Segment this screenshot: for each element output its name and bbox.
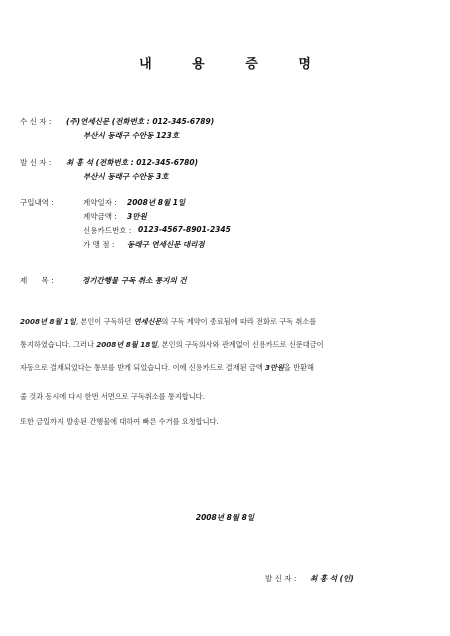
recipient-label: 수 신 자 : [20, 117, 52, 126]
footer-sender-value: 최 홍 석 (인) [310, 574, 354, 583]
subject-label: 제 목 : [20, 276, 54, 285]
document-date: 2008년 8월 8일 [195, 513, 255, 522]
body-line-4: 줄 것과 동시에 다시 한번 서면으로 구독취소를 통지합니다. [20, 392, 205, 401]
purchase-value-amount: 3만원 [127, 212, 147, 221]
body-line-2: 통지하였습니다. 그러나 2008년 8월 18일, 본인의 구독의사와 관계없이 신용카드로 신문대금이 [20, 340, 324, 349]
sender-address: 부산시 동래구 수안동 3호 [83, 172, 169, 181]
subject-value: 정기간행물 구독 취소 통지의 건 [82, 276, 187, 285]
paragraph-date-1: 2008년 8월 1일 [20, 317, 76, 326]
purchase-value-contract-date: 2008년 8월 1일 [127, 198, 186, 207]
purchase-key-contract-date: 계약일자 : [83, 198, 117, 207]
sender-name-line: 최 홍 석 (전화번호 : 012-345-6780) [66, 158, 199, 167]
recipient-address: 부산시 동래구 수안동 123호 [83, 131, 179, 140]
purchase-key-amount: 계약금액 : [83, 212, 117, 221]
purchase-key-merchant: 가 맹 점 : [83, 240, 115, 249]
purchase-value-card-number: 0123-4567-8901-2345 [138, 225, 231, 234]
footer-sender-label: 발 신 자 : [265, 574, 297, 583]
sender-label: 발 신 자 : [20, 158, 52, 167]
document-title: 내 용 증 명 [139, 57, 329, 72]
recipient-name-line: (주)연세신문 (전화번호 : 012-345-6789) [66, 117, 215, 126]
body-line-5: 또한 금일까지 발송된 간행물에 대하여 빠른 수거를 요청합니다. [20, 417, 219, 426]
purchase-key-card-number: 신용카드번호 : [83, 226, 132, 235]
paragraph-date-2: 2008년 8월 18일 [96, 340, 158, 349]
purchase-label: 구입내역 : [20, 198, 54, 207]
body-line-3: 자동으로 결재되었다는 통보를 받게 되었습니다. 이에 신용카드로 결재된 금액 3만원을 반환해 [20, 363, 314, 372]
paragraph-amount: 3만원 [265, 363, 284, 372]
purchase-value-merchant: 동래구 연세신문 대리점 [127, 240, 205, 249]
paragraph-company: 연세신문 [133, 317, 162, 326]
body-line-1: 2008년 8월 1일, 본인이 구독하던 연세신문의 구독 계약이 종료됨에 따라 전화로 구독 취소를 [20, 317, 317, 326]
